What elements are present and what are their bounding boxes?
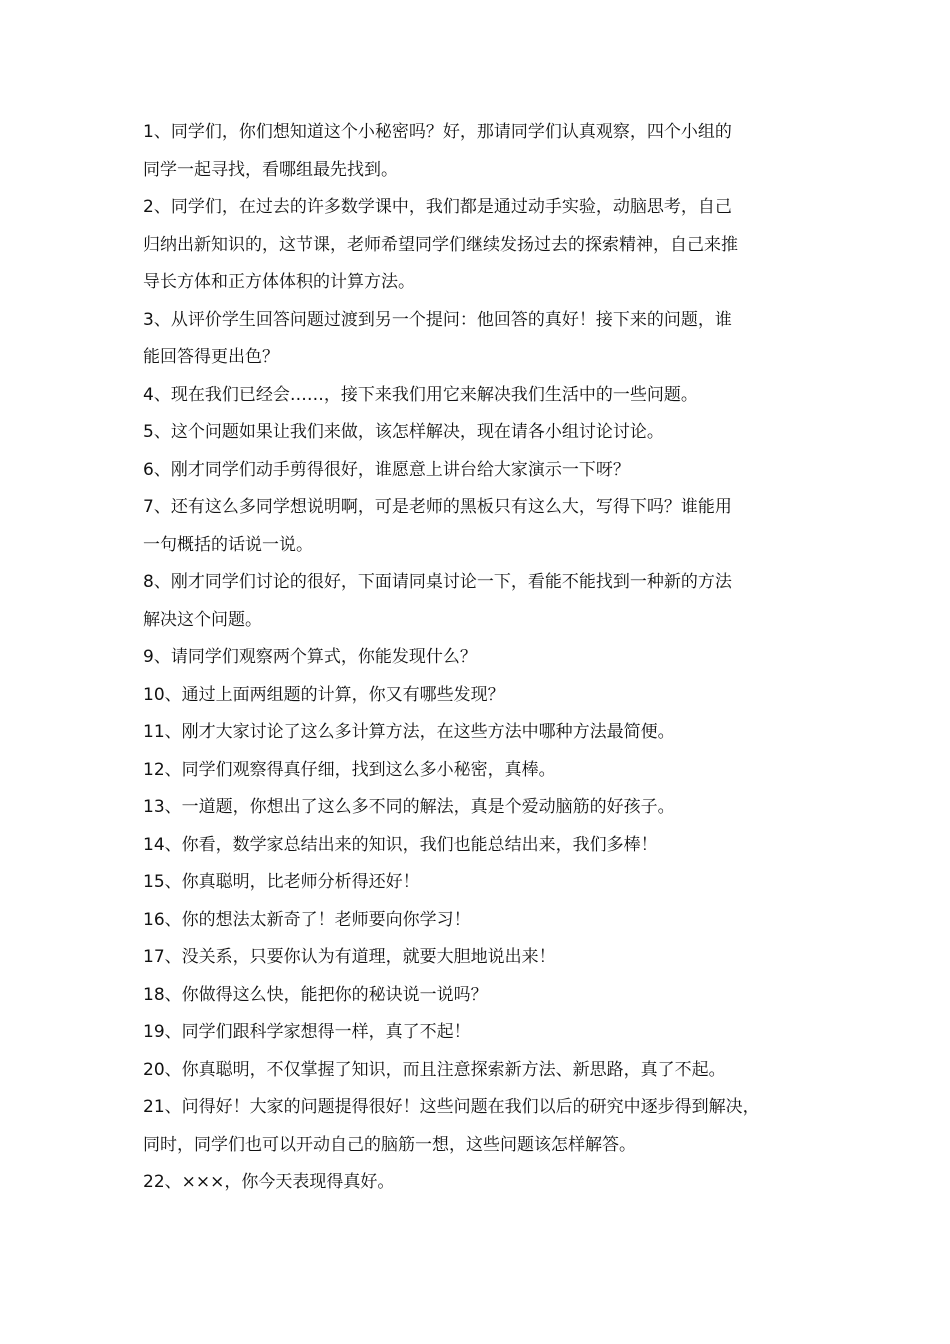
list-item-line: 同学一起寻找，看哪组最先找到。 [143, 159, 398, 180]
document-page [143, 114, 811, 1202]
list-item [143, 1164, 811, 1202]
list-item-line: 能回答得更出色？ [143, 347, 279, 367]
list-item [143, 714, 811, 752]
list-item-line: 17、没关系，只要你认为有道理，就要大胆地说出来！ [143, 947, 556, 967]
list-item-line: 20、你真聪明，不仅掌握了知识，而且注意探索新方法、新思路，真了不起。 [143, 1059, 726, 1080]
list-item-line: 12、同学们观察得真仔细，找到这么多小秘密，真棒。 [143, 759, 556, 780]
list-item-line: 6、刚才同学们动手剪得很好，谁愿意上讲台给大家演示一下呀？ [143, 459, 630, 480]
list-item [143, 677, 811, 715]
list-item-line: 4、现在我们已经会……，接下来我们用它来解决我们生活中的一些问题。 [143, 384, 698, 405]
list-item-line: 9、请同学们观察两个算式，你能发现什么？ [143, 647, 477, 667]
list-item-line: 1、同学们，你们想知道这个小秘密吗？好，那请同学们认真观察，四个小组的 [143, 122, 732, 142]
list-item-line: 一句概括的话说一说。 [143, 534, 313, 555]
list-item-line: 解决这个问题。 [143, 609, 262, 630]
list-item-line: 18、你做得这么快，能把你的秘诀说一说吗？ [143, 984, 488, 1005]
list-item [143, 114, 811, 189]
list-item [143, 977, 811, 1015]
list-item [143, 1014, 811, 1052]
list-item [143, 827, 811, 865]
list-item-line: 归纳出新知识的，这节课，老师希望同学们继续发扬过去的探索精神，自己来推 [143, 234, 738, 255]
list-item [143, 1089, 811, 1164]
list-item-line: 8、刚才同学们讨论的很好，下面请同桌讨论一下，看能不能找到一种新的方法 [143, 572, 732, 592]
list-item-line: 15、你真聪明，比老师分析得还好！ [143, 872, 420, 892]
list-item-line: 11、刚才大家讨论了这么多计算方法，在这些方法中哪种方法最简便。 [143, 722, 675, 742]
list-item-line: 2、同学们，在过去的许多数学课中，我们都是通过动手实验，动脑思考，自己 [143, 197, 732, 217]
list-item [143, 489, 811, 564]
list-item-line: 同时，同学们也可以开动自己的脑筋一想，这些问题该怎样解答。 [143, 1134, 636, 1155]
list-item-line: 导长方体和正方体体积的计算方法。 [143, 272, 415, 292]
list-item-line: 3、从评价学生回答问题过渡到另一个提问：他回答的真好！接下来的问题，谁 [143, 309, 732, 330]
list-item [143, 377, 811, 415]
list-item-line: 5、这个问题如果让我们来做，该怎样解决，现在请各小组讨论讨论。 [143, 422, 664, 442]
list-item-line: 22、×××，你今天表现得真好。 [143, 1172, 395, 1192]
list-item [143, 414, 811, 452]
list-item-line: 16、你的想法太新奇了！老师要向你学习！ [143, 909, 471, 930]
list-item-line: 7、还有这么多同学想说明啊，可是老师的黑板只有这么大，写得下吗？谁能用 [143, 497, 732, 517]
list-item-line: 10、通过上面两组题的计算，你又有哪些发现？ [143, 684, 505, 705]
list-item-line: 14、你看，数学家总结出来的知识，我们也能总结出来，我们多棒！ [143, 834, 658, 855]
list-item [143, 189, 811, 302]
list-item-line: 13、一道题，你想出了这么多不同的解法，真是个爱动脑筋的好孩子。 [143, 797, 675, 817]
list-item [143, 939, 811, 977]
list-item [143, 752, 811, 790]
list-item [143, 639, 811, 677]
list-item [143, 789, 811, 827]
list-item [143, 864, 811, 902]
list-item [143, 302, 811, 377]
list-item-line: 19、同学们跟科学家想得一样，真了不起！ [143, 1022, 471, 1042]
list-item [143, 452, 811, 490]
list-item-line: 21、问得好！大家的问题提得很好！这些问题在我们以后的研究中逐步得到解决， [143, 1097, 760, 1117]
list-item [143, 564, 811, 639]
list-item [143, 902, 811, 940]
document-body [143, 114, 811, 1202]
list-item [143, 1052, 811, 1090]
